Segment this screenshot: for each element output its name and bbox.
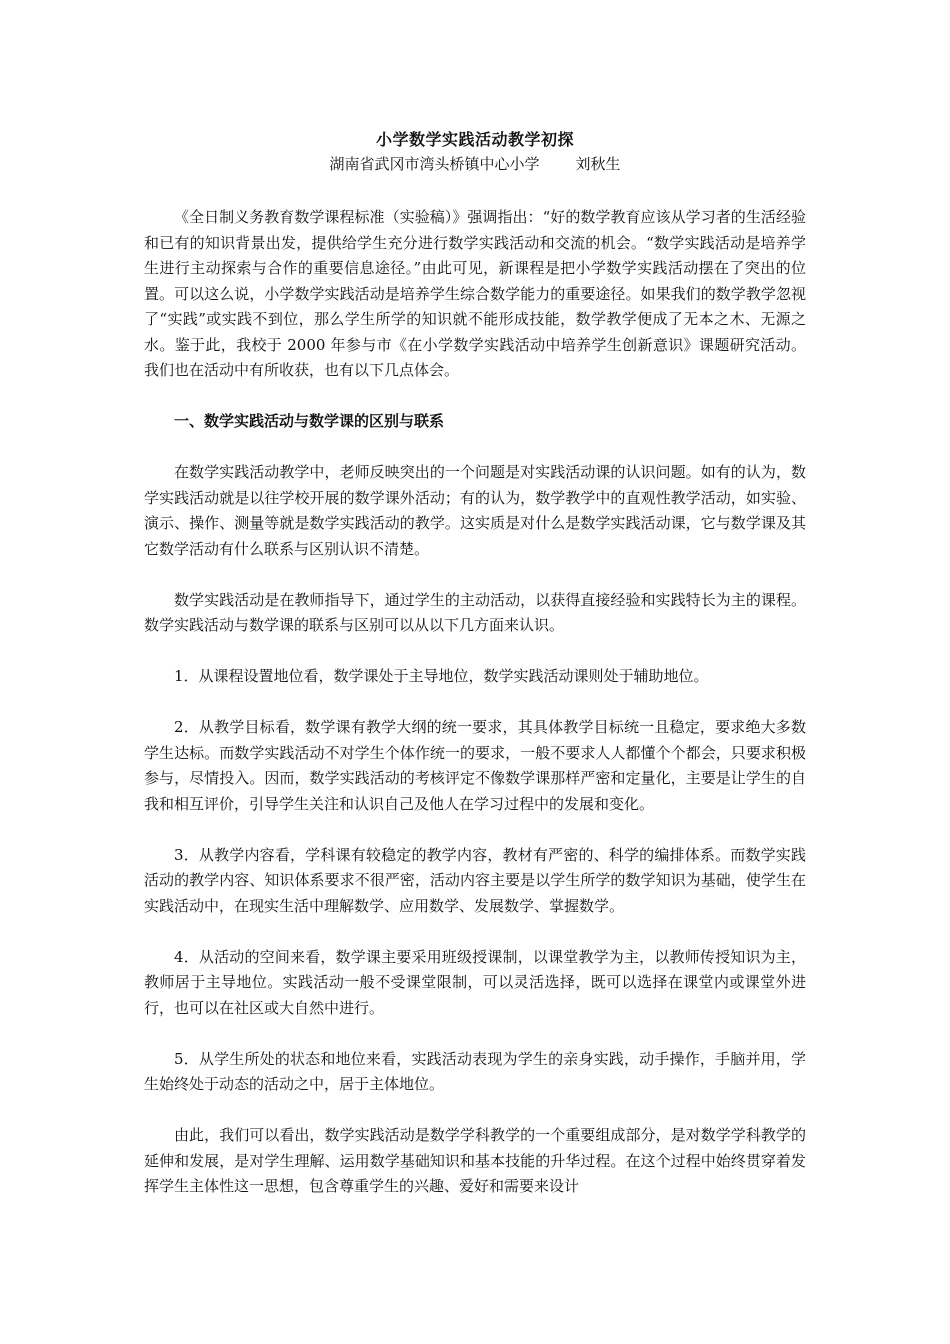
- list-item-4: 4．从活动的空间来看，数学课主要采用班级授课制，以课堂教学为主，以教师传授知识为主，教师居于主导地位。实践活动一般不受课堂限制，可以灵活选择，既可以选择在课堂内或课堂外进行，也可以在社区或大自然中进行。: [144, 947, 806, 1017]
- list-item-5: 5．从学生所处的状态和地位来看，实践活动表现为学生的亲身实践，动手操作，手脑并用，学生始终处于动态的活动之中，居于主体地位。: [144, 1049, 806, 1093]
- intro-paragraph: 《全日制义务教育数学课程标准（实验稿）》强调指出：“好的数学教育应该从学习者的生活经验和已有的知识背景出发，提供给学生充分进行数学实践活动和交流的机会。“数学实践活动是培养学生进行主动探索与合作的重要信息途径。”由此可见，新课程是把小学数学实践活动摆在了突出的位置。可以这么说，小学数学实践活动是培养学生综合数学能力的重要途径。如果我们的数学教学忽视了“实践”或实践不到位，那么学生所学的知识就不能形成技能，数学教学便成了无本之木、无源之水。鉴于此，我校于 2000 年参与市《在小学数学实践活动中培养学生创新意识》课题研究活动。我们也在活动中有所收获，也有以下几点体会。: [144, 208, 806, 379]
- list-item-3: 3．从教学内容看，学科课有较稳定的教学内容，教材有严密的、科学的编排体系。而数学实践活动的教学内容、知识体系要求不很严密，活动内容主要是以学生所学的数学知识为基础，使学生在实践活动中，在现实生活中理解数学、应用数学、发展数学、掌握数学。: [144, 845, 806, 915]
- school-name: 湖南省武冈市湾头桥镇中心小学: [329, 155, 540, 173]
- body-paragraph: 数学实践活动是在教师指导下，通过学生的主动活动，以获得直接经验和实践特长为主的课程。数学实践活动与数学课的联系与区别可以从以下几方面来认识。: [144, 590, 806, 634]
- body-paragraph: 在数学实践活动教学中，老师反映突出的一个问题是对实践活动课的认识问题。如有的认为，数学实践活动就是以往学校开展的数学课外活动；有的认为，数学教学中的直观性教学活动，如实验、演示、操作、测量等就是数学实践活动的教学。这实质是对什么是数学实践活动课，它与数学课及其它数学活动有什么联系与区别认识不清楚。: [144, 463, 806, 558]
- list-item-1: 1．从课程设置地位看，数学课处于主导地位，数学实践活动课则处于辅助地位。: [174, 667, 709, 685]
- list-item-2: 2．从教学目标看，数学课有教学大纲的统一要求，其具体教学目标统一且稳定，要求绝大多数学生达标。而数学实践活动不对学生个体作统一的要求，一般不要求人人都懂个个都会，只要求积极参与，尽情投入。因而，数学实践活动的考核评定不像数学课那样严密和定量化，主要是让学生的自我和相互评价，引导学生关注和认识自己及他人在学习过程中的发展和变化。: [144, 718, 806, 813]
- section-heading: 一、数学实践活动与数学课的区别与联系: [174, 412, 445, 430]
- document-body: [144, 205, 806, 1225]
- author-name: 刘秋生: [575, 155, 621, 173]
- document-title: 小学数学实践活动教学初探: [375, 130, 574, 149]
- byline: [0, 152, 950, 176]
- body-paragraph: 由此，我们可以看出，数学实践活动是数学学科教学的一个重要组成部分，是对数学学科教学的延伸和发展，是对学生理解、运用数学基础知识和基本技能的升华过程。在这个过程中始终贯穿着发挥学生主体性这一思想，包含尊重学生的兴趣、爱好和需要来设计: [144, 1126, 806, 1195]
